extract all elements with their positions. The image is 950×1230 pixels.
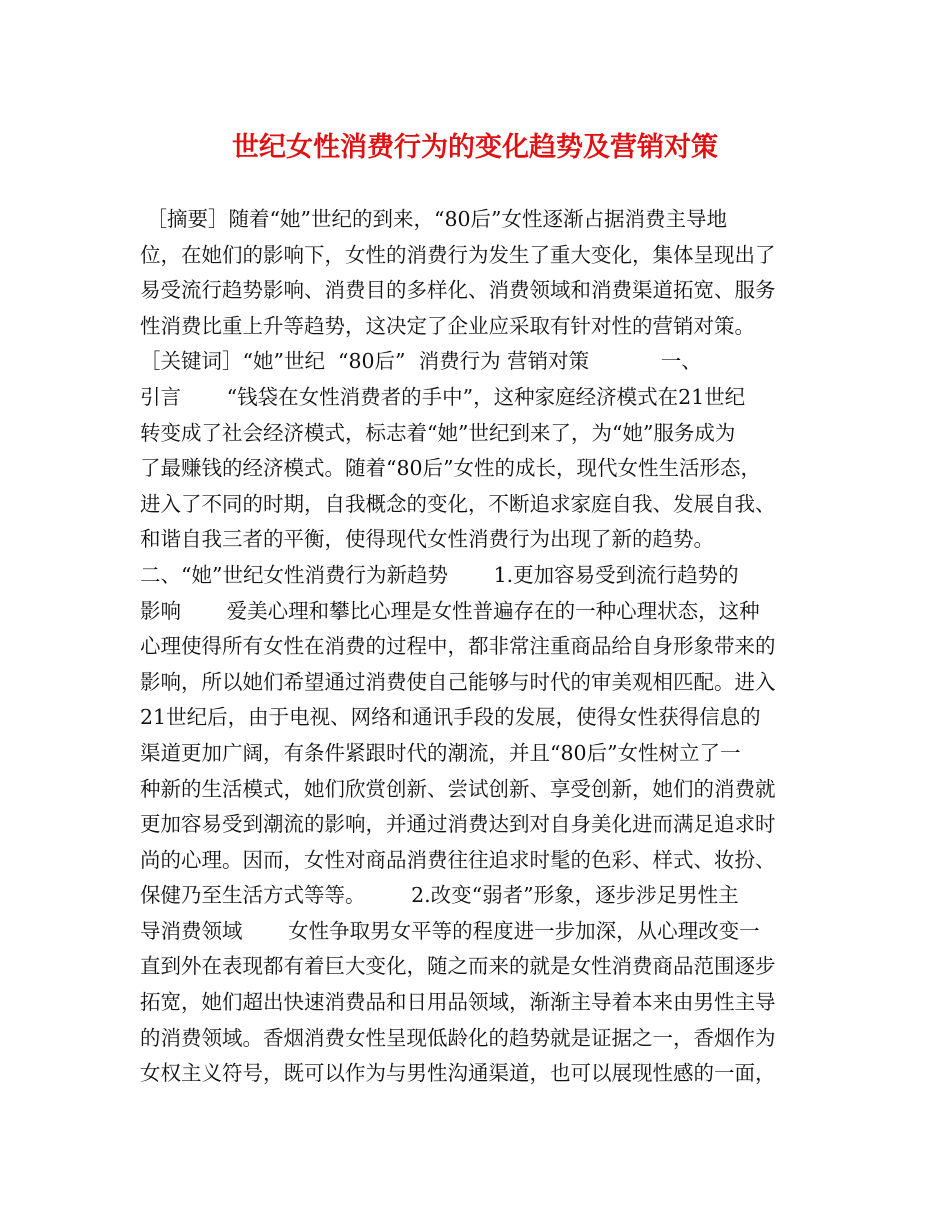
- text-line: 影响 爱美心理和攀比心理是女性普遍存在的一种心理状态，这种: [140, 598, 760, 623]
- text-line: 引言 “钱袋在女性消费者的手中”，这种家庭经济模式在21世纪: [140, 384, 746, 409]
- text-line: 影响，所以她们希望通过消费使自己能够与时代的审美观相匹配。进入: [140, 669, 776, 694]
- text-line: 的消费领域。香烟消费女性呈现低龄化的趋势就是证据之一，香烟作为: [140, 1025, 776, 1050]
- text-line: 易受流行趋势影响、消费目的多样化、消费领域和消费渠道拓宽、服务: [140, 278, 776, 303]
- text-line: 导消费领域 女性争取男女平等的程度进一步加深，从心理改变一: [140, 918, 760, 943]
- text-line: 和谐自我三者的平衡，使得现代女性消费行为出现了新的趋势。: [140, 527, 714, 552]
- text-line: 心理使得所有女性在消费的过程中，都非常注重商品给自身形象带来的: [140, 634, 776, 659]
- text-line: 21世纪后，由于电视、网络和通讯手段的发展，使得女性获得信息的: [140, 705, 761, 730]
- text-line: 了最赚钱的经济模式。随着“80后”女性的成长，现代女性生活形态，: [140, 456, 762, 481]
- text-line: ［摘要］随着“她”世纪的到来，“80后”女性逐渐占据消费主导地: [140, 207, 728, 231]
- text-line: 拓宽，她们超出快速消费品和日用品领域，渐渐主导着本来由男性主导: [140, 990, 776, 1015]
- text-line: 性消费比重上升等趋势，这决定了企业应采取有针对性的营销对策。: [140, 313, 755, 338]
- text-line: 更加容易受到潮流的影响，并通过消费达到对自身美化进而满足追求时: [140, 812, 776, 837]
- text-line: 种新的生活模式，她们欣赏创新、尝试创新、享受创新，她们的消费就: [140, 776, 776, 801]
- text-line: 进入了不同的时期，自我概念的变化，不断追求家庭自我、发展自我、: [140, 491, 776, 516]
- text-line: 位，在她们的影响下，女性的消费行为发生了重大变化，集体呈现出了: [140, 242, 776, 267]
- text-line: 直到外在表现都有着巨大变化，随之而来的就是女性消费商品范围逐步: [140, 954, 776, 979]
- text-line: 转变成了社会经济模式，标志着“她”世纪到来了，为“她”服务成为: [140, 420, 736, 445]
- text-line: 二、“她”世纪女性消费行为新趋势 1.更加容易受到流行趋势的: [140, 562, 739, 587]
- text-line: 尚的心理。因而，女性对商品消费往往追求时髦的色彩、样式、妆扮、: [140, 847, 776, 872]
- text-line: 保健乃至生活方式等等。 2.改变“弱者”形象，逐步涉足男性主: [140, 883, 739, 908]
- document-body: [140, 202, 812, 1092]
- document-title: 世纪女性消费行为的变化趋势及营销对策: [232, 132, 718, 163]
- text-line: 女权主义符号，既可以作为与男性沟通渠道，也可以展现性感的一面，: [140, 1061, 776, 1086]
- text-line: ［关键词］“她”世纪 “80后” 消费行为 营销对策 一、: [140, 349, 702, 374]
- text-line: 渠道更加广阔，有条件紧跟时代的潮流，并且“80后”女性树立了一: [140, 740, 741, 765]
